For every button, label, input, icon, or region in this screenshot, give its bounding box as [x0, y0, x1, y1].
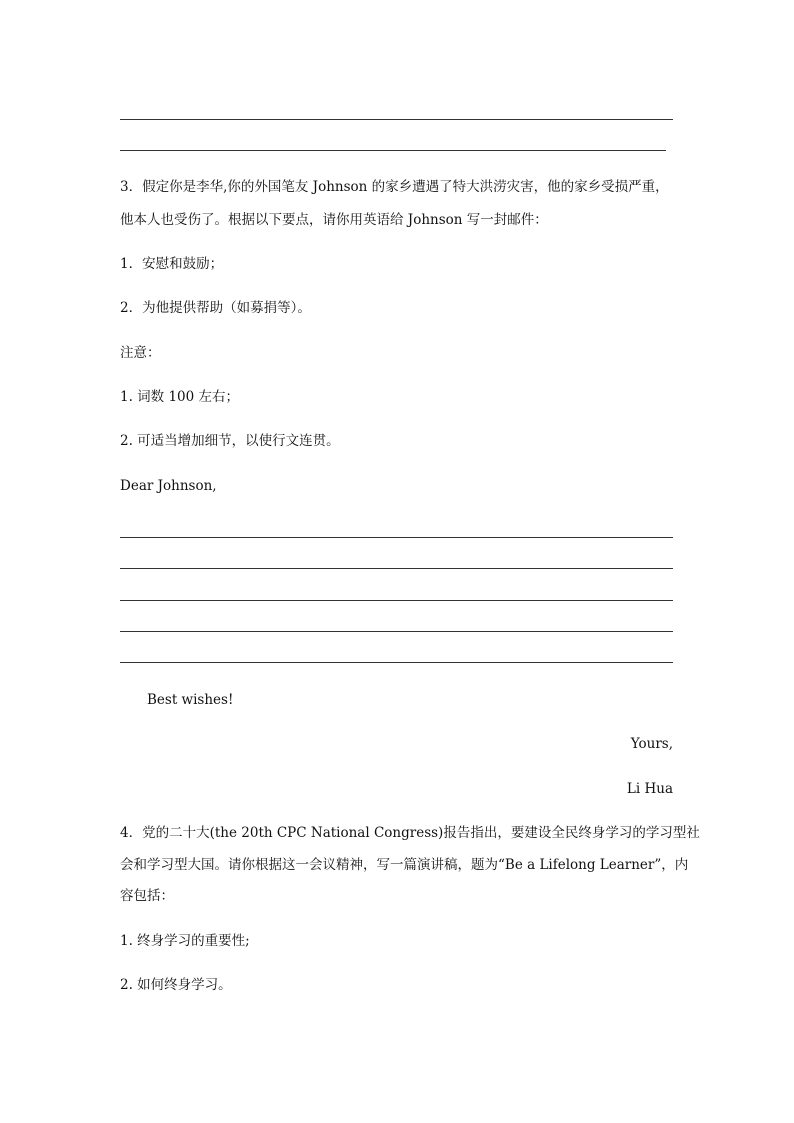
- q4-point-1: 1. 终身学习的重要性;: [120, 933, 250, 949]
- q3-prompt-line1: 3．假定你是李华,你的外国笔友 Johnson 的家乡遭遇了特大洪涝灾害，他的家乡受损严重，: [120, 179, 669, 195]
- letter-salutation: Dear Johnson,: [120, 478, 217, 494]
- q3-point-1: 1．安慰和鼓励；: [120, 256, 224, 272]
- answer-line: [120, 119, 673, 120]
- letter-signature: Li Hua: [626, 781, 673, 797]
- letter-signoff: Yours,: [630, 736, 673, 752]
- q3-number: 3．: [120, 179, 143, 195]
- q3-note-2: 2. 可适当增加细节，以使行文连贯。: [120, 433, 340, 449]
- q4-point-2: 2. 如何终身学习。: [120, 977, 232, 993]
- q4-prompt-line1: 4．党的二十大(the 20th CPC National Congress)报告指出，要建设全民终身学习的学习型社: [120, 825, 700, 841]
- writing-line: [120, 662, 673, 663]
- q3-note-1: 1. 词数 100 左右；: [120, 389, 240, 405]
- letter-closing: Best wishes!: [147, 692, 234, 708]
- q3-point-2: 2．为他提供帮助（如募捐等）。: [120, 300, 311, 316]
- writing-line: [120, 631, 673, 632]
- writing-line: [120, 537, 673, 538]
- writing-line: [120, 568, 673, 569]
- q3-notes-label: 注意：: [120, 345, 161, 361]
- writing-line: [120, 600, 673, 601]
- q3-prompt-line2: 他本人也受伤了。根据以下要点，请你用英语给 Johnson 写一封邮件：: [120, 212, 548, 228]
- q4-prompt-line2: 会和学习型大国。请你根据这一会议精神，写一篇演讲稿，题为“Be a Lifelong Learner”，内: [120, 857, 689, 873]
- q4-prompt-line3: 容包括：: [120, 888, 174, 904]
- answer-line: [120, 150, 666, 151]
- q4-number: 4．: [120, 825, 143, 841]
